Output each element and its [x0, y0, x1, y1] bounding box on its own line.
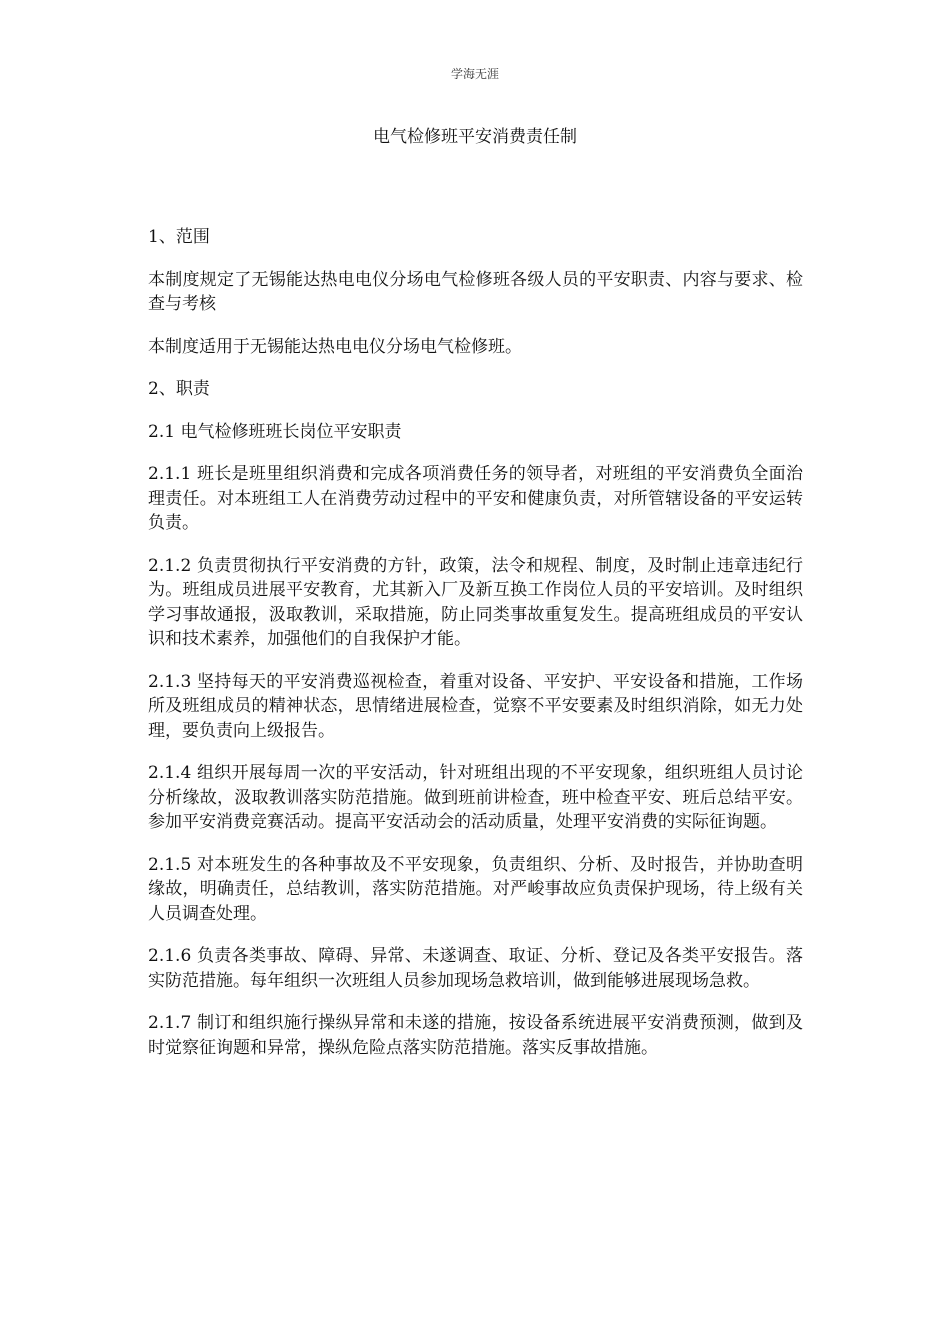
page-header: 学海无涯 [450, 67, 499, 81]
paragraph: 2.1.1 班长是班里组织消费和完成各项消费任务的领导者，对班组的平安消费负全面治理责任。对本班组工人在消费劳动过程中的平安和健康负责，对所管辖设备的平安运转负责。 [148, 464, 803, 533]
paragraph: 2.1.5 对本班发生的各种事故及不平安现象，负责组织、分析、及时报告，并协助查明缘故，明确责任，总结教训，落实防范措施。对严峻事故应负责保护现场，待上级有关人员调查处理。 [148, 854, 803, 924]
paragraph: 2.1.4 组织开展每周一次的平安活动，针对班组出现的不平安现象，组织班组人员讨论分析缘故，汲取教训落实防范措施。做到班前讲检查，班中检查平安、班后总结平安。参加平安消费竞赛活动。提高平安活动会的活动质量，处理平安消费的实际征询题。 [148, 763, 803, 832]
document-title: 电气检修班平安消费责任制 [373, 127, 577, 147]
document-body [148, 225, 803, 1078]
paragraph: 2.1.6 负责各类事故、障碍、异常、未遂调查、取证、分析、登记及各类平安报告。落实防范措施。每年组织一次班组人员参加现场急救培训，做到能够进展现场急救。 [148, 946, 803, 991]
paragraph: 本制度适用于无锡能达热电电仪分场电气检修班。 [148, 336, 522, 357]
paragraph: 2.1.7 制订和组织施行操纵异常和未遂的措施，按设备系统进展平安消费预测，做到及时觉察征询题和异常，操纵危险点落实防范措施。落实反事故措施。 [148, 1013, 803, 1058]
paragraph: 本制度规定了无锡能达热电电仪分场电气检修班各级人员的平安职责、内容与要求、检查与考核 [148, 269, 803, 314]
subsection-heading: 2.1 电气检修班班长岗位平安职责 [148, 421, 402, 442]
paragraph: 2.1.2 负责贯彻执行平安消费的方针，政策，法令和规程、制度，及时制止违章违纪行为。班组成员进展平安教育，尤其新入厂及新互换工作岗位人员的平安培训。及时组织学习事故通报，汲取教训，采取措施，防止同类事故重复发生。提高班组成员的平安认识和技术素养，加强他们的自我保护才能。 [148, 555, 803, 649]
section-heading-scope: 1、范围 [148, 227, 210, 247]
paragraph: 2.1.3 坚持每天的平安消费巡视检查，着重对设备、平安护、平安设备和措施，工作场所及班组成员的精神状态，思情绪进展检查，觉察不平安要素及时组织消除，如无力处理，要负责向上级报告。 [148, 671, 803, 741]
section-heading-duties: 2、职责 [148, 379, 210, 399]
